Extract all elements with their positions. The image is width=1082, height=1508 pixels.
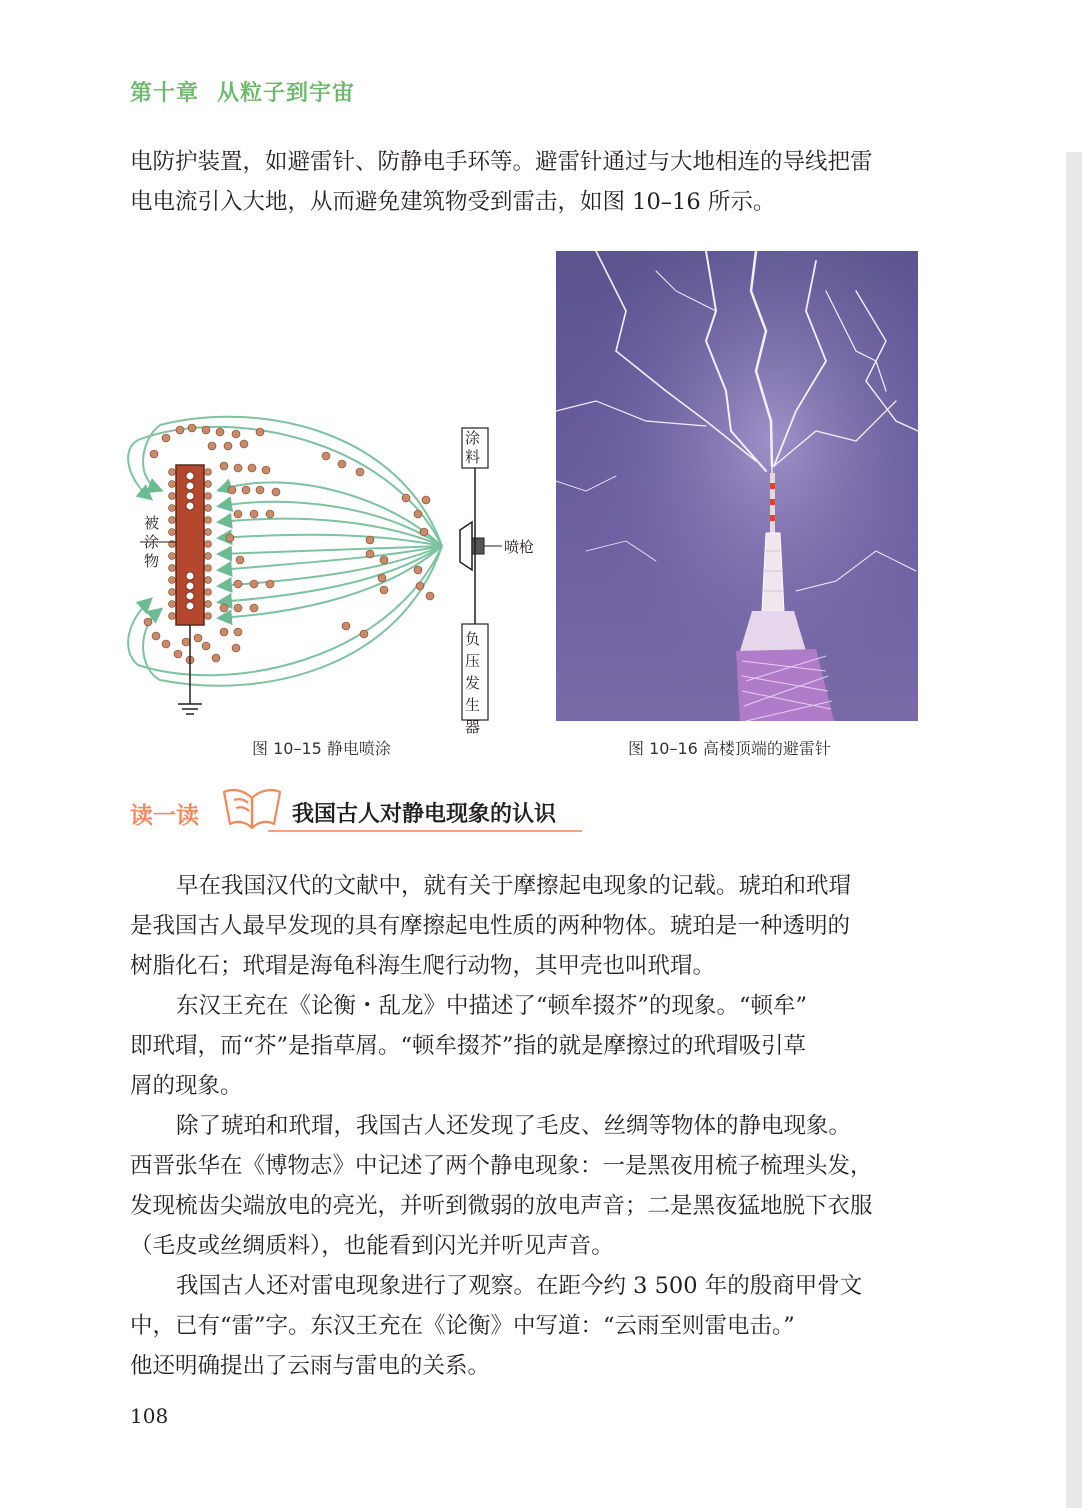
paragraph-1 — [130, 866, 920, 986]
spray-gun-label: 喷枪 — [504, 538, 535, 556]
text-line: 早在我国汉代的文献中，就有关于摩擦起电现象的记载。琥珀和玳瑁 — [176, 873, 852, 899]
text-line: 我国古人还对雷电现象进行了观察。在距今约 3 500 年的殷商甲骨文 — [176, 1273, 863, 1299]
reading-title-underline — [268, 830, 582, 832]
text-line: 电电流引入大地，从而避免建筑物受到雷击，如图 10–16 所示。 — [130, 189, 776, 215]
text-line: 西晋张华在《博物志》中记述了两个静电现象：一是黑夜用梳子梳理头发， — [130, 1153, 873, 1179]
text-line: 他还明确提出了云雨与雷电的关系。 — [130, 1353, 491, 1379]
text-line: 中，已有“雷”字。东汉王充在《论衡》中写道：“云雨至则雷电击。” — [130, 1313, 795, 1339]
page-number: 108 — [130, 1404, 169, 1428]
figure-15-caption: 图 10–15 静电喷涂 — [252, 739, 391, 758]
paint-vertical-label: 涂料 — [465, 429, 481, 466]
generator-vertical-label: 负压发生器 — [465, 630, 481, 736]
text-line: 是我国古人最早发现的具有摩擦起电性质的两种物体。琥珀是一种透明的 — [130, 913, 851, 939]
text-line: 即玳瑁，而“芥”是指草屑。“顿牟掇芥”指的就是摩擦过的玳瑁吸引草 — [130, 1033, 807, 1059]
text-line: （毛皮或丝绸质料），也能看到闪光并听见声音。 — [130, 1233, 614, 1259]
coated-object-vertical-label: 被涂物 — [144, 514, 160, 570]
text-line: 发现梳齿尖端放电的亮光，并听到微弱的放电声音；二是黑夜猛地脱下衣服 — [130, 1193, 873, 1219]
text-line: 东汉王充在《论衡・乱龙》中描述了“顿牟掇芥”的现象。“顿牟” — [176, 993, 808, 1019]
chapter-number: 第十章 — [130, 80, 200, 106]
text-line: 屑的现象。 — [130, 1073, 243, 1099]
reading-label: 读一读 — [130, 803, 199, 829]
paragraph-2 — [130, 986, 920, 1106]
reading-title: 我国古人对静电现象的认识 — [292, 802, 557, 827]
lightning-tower-photo — [556, 251, 918, 721]
chapter-header — [130, 76, 355, 107]
paragraph-3 — [130, 1106, 920, 1266]
text-line: 树脂化石；玳瑁是海龟科海生爬行动物，其甲壳也叫玳瑁。 — [130, 953, 716, 979]
open-book-icon — [220, 784, 284, 834]
page-edge-bar — [1066, 152, 1082, 1508]
text-line: 电防护装置，如避雷针、防静电手环等。避雷针通过与大地相连的导线把雷 — [130, 149, 873, 175]
figure-16-caption: 图 10–16 高楼顶端的避雷针 — [628, 739, 831, 758]
intro-paragraph — [130, 142, 920, 222]
chapter-title: 从粒子到宇宙 — [217, 80, 356, 106]
text-line: 除了琥珀和玳瑁，我国古人还发现了毛皮、丝绸等物体的静电现象。 — [176, 1113, 852, 1139]
paragraph-4 — [130, 1266, 920, 1386]
